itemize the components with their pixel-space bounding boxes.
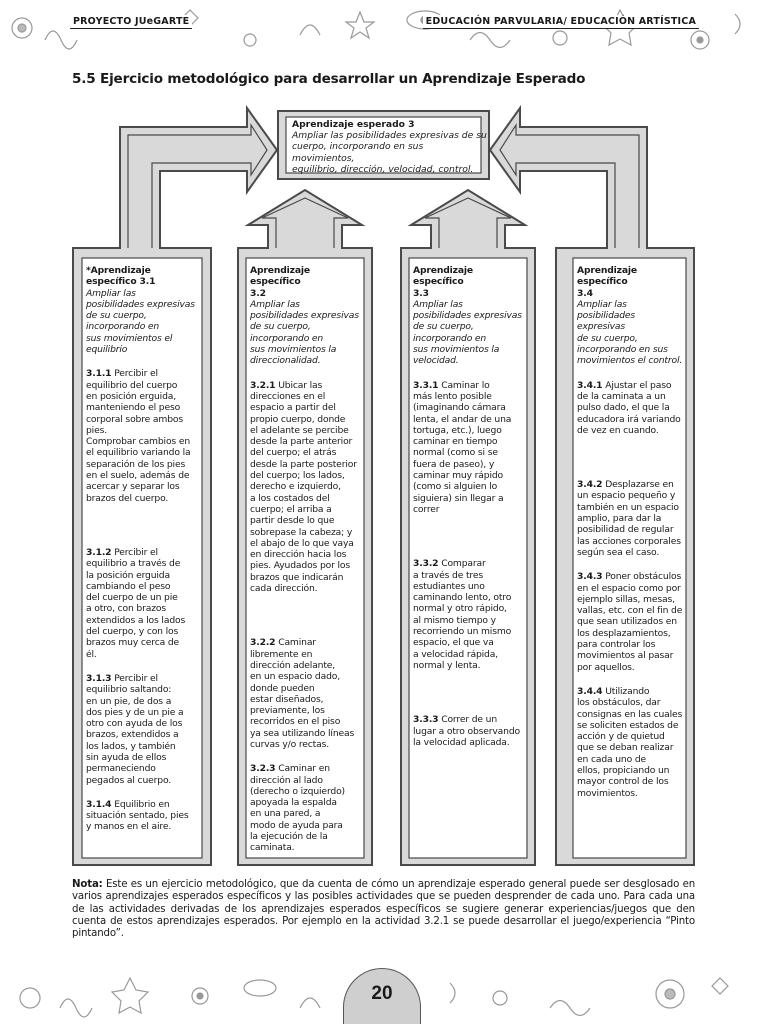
activity-line: lenta, el andar de una bbox=[413, 413, 512, 425]
activity-line: la velocidad aplicada. bbox=[413, 736, 510, 748]
activity-line: mayor control de los bbox=[577, 776, 669, 788]
activity-line: a otro, con brazos bbox=[86, 603, 166, 615]
activity-line: equilibrio saltando: bbox=[86, 684, 172, 696]
column-3-2 bbox=[250, 265, 362, 867]
activity-line: fuera de paseo), y bbox=[413, 458, 495, 470]
activity-line: desde la parte anterior bbox=[250, 436, 353, 448]
activity-line: las acciones corporales bbox=[577, 535, 681, 547]
activity-3-2-3 bbox=[250, 763, 362, 853]
activity-line: modo de ayuda para bbox=[250, 819, 343, 831]
spacer bbox=[413, 528, 525, 558]
activity-line: el abajo de lo que vaya bbox=[250, 537, 354, 549]
activity-line: de la caminata a un bbox=[577, 390, 666, 402]
activity-3-1-1 bbox=[86, 368, 198, 504]
activity-text: Caminar bbox=[275, 637, 316, 649]
activity-code: 3.2.1 bbox=[250, 379, 276, 391]
activity-3-1-2 bbox=[86, 547, 198, 660]
activity-line: permaneciendo bbox=[86, 763, 156, 775]
activity-line: que se deban realizar bbox=[577, 742, 674, 754]
activity-line: movimientos. bbox=[577, 787, 638, 799]
activity-line bbox=[250, 380, 362, 391]
activity-line: normal (como si se bbox=[413, 447, 498, 459]
column-3-3 bbox=[413, 265, 525, 761]
activity-line: los lados, y también bbox=[86, 740, 176, 752]
activity-code: 3.1.4 bbox=[86, 798, 112, 810]
column-title-line: específico 3.1 bbox=[86, 276, 156, 288]
activity-code: 3.2.2 bbox=[250, 637, 276, 649]
column-desc-line: posibilidades expresivas bbox=[250, 310, 359, 322]
activity-code: 3.3.2 bbox=[413, 558, 439, 570]
column-description bbox=[250, 299, 362, 367]
activity-line bbox=[86, 799, 198, 810]
column-desc-line: de su cuerpo, bbox=[413, 321, 474, 333]
activity-line: manteniendo el peso bbox=[86, 402, 181, 414]
activity-line: direcciones en el bbox=[250, 390, 326, 402]
activity-line: propio cuerpo, donde bbox=[250, 413, 346, 425]
column-desc-line: de su cuerpo, bbox=[86, 310, 147, 322]
activity-line: recorridos en el piso bbox=[250, 716, 341, 728]
activity-line: de vez en cuando. bbox=[577, 424, 659, 436]
activity-code: 3.1.3 bbox=[86, 672, 112, 684]
activity-line: del cuerpo de un pie bbox=[86, 592, 178, 604]
activity-line: caminar muy rápido bbox=[413, 470, 504, 482]
activity-line: estar diseñados, bbox=[250, 693, 324, 705]
goal-description bbox=[292, 130, 488, 175]
column-description bbox=[577, 299, 683, 367]
column-desc-line: posibilidades expresivas bbox=[86, 298, 195, 310]
activity-line: sin ayuda de ellos bbox=[86, 751, 167, 763]
activity-line: separación de los pies bbox=[86, 458, 186, 470]
activity-3-4-1 bbox=[577, 380, 683, 436]
goal-desc-line: Ampliar las posibilidades expresivas de su bbox=[292, 130, 487, 142]
activity-line: brazos del cuerpo. bbox=[86, 492, 169, 504]
column-title-line: Aprendizaje específico bbox=[577, 265, 637, 288]
activity-line: en el suelo, además de bbox=[86, 470, 190, 482]
activity-code: 3.1.1 bbox=[86, 368, 112, 380]
activity-line: movimientos al pasar bbox=[577, 650, 674, 662]
activity-line: a velocidad rápida, bbox=[413, 648, 498, 660]
activity-text: Correr de un bbox=[438, 714, 498, 726]
activity-line: (derecho o izquierdo) bbox=[250, 785, 345, 797]
section-title: 5.5 Ejercicio metodológico para desarrollar un Aprendizaje Esperado bbox=[72, 71, 586, 87]
activity-code: 3.2.3 bbox=[250, 763, 276, 775]
activity-line: libremente en bbox=[250, 648, 313, 660]
activity-line bbox=[86, 547, 198, 558]
activity-line: caminar en tiempo bbox=[413, 436, 498, 448]
column-desc-line: incorporando en bbox=[250, 332, 324, 344]
goal-desc-line: equilibrio, dirección, velocidad, control. bbox=[292, 163, 474, 175]
activity-line: en un espacio dado, bbox=[250, 671, 340, 683]
note-paragraph bbox=[72, 879, 695, 940]
column-desc-line: Ampliar las bbox=[86, 287, 136, 299]
column-title bbox=[577, 265, 683, 299]
activity-line: dirección al lado bbox=[250, 774, 323, 786]
activity-line: normal y otro rápido, bbox=[413, 603, 507, 615]
activity-line: los desplazamientos, bbox=[577, 627, 671, 639]
activity-line bbox=[577, 380, 683, 391]
activity-3-3-3 bbox=[413, 714, 525, 748]
activity-line: otro con ayuda de los bbox=[86, 718, 183, 730]
activity-line: educadora irá variando bbox=[577, 413, 681, 425]
activity-line bbox=[413, 714, 525, 725]
column-title-line: 3.4 bbox=[577, 287, 593, 299]
activity-line: posibilidad de regular bbox=[577, 524, 674, 536]
activity-text: Comparar bbox=[438, 558, 486, 570]
activity-3-4-2 bbox=[577, 479, 683, 558]
activity-3-4-3 bbox=[577, 571, 683, 673]
activity-line: caminata. bbox=[250, 842, 295, 854]
column-desc-line: incorporando en sus bbox=[577, 344, 668, 356]
note-label: Nota: bbox=[72, 879, 103, 890]
activity-line: sobrepase la cabeza; y bbox=[250, 526, 353, 538]
column-desc-line: Ampliar las bbox=[250, 298, 300, 310]
activity-text: Ajustar el paso bbox=[602, 379, 672, 391]
column-desc-line: sus movimientos la bbox=[250, 344, 337, 356]
activity-text: Caminar en bbox=[275, 763, 330, 775]
activity-line bbox=[86, 368, 198, 379]
column-desc-line: equilibrio bbox=[86, 344, 128, 356]
note-text: Este es un ejercicio metodológico, que da cuenta de cómo un aprendizaje esperado general puede ser desglosado en varios aprendizajes esperados específicos y las posibles actividades que se pueden desprender de cada uno. Para cada una de las actividades derivadas de los aprendizajes esperados específicos se sugiere generar experiencias/juegos que den cuenta de estos aprendizajes esperados. Por ejemplo en la actividad 3.2.1 se puede desarrollar el juego/experiencia “Pinto pintando”. bbox=[72, 879, 695, 940]
activity-code: 3.4.1 bbox=[577, 379, 603, 391]
activity-text: Ubicar las bbox=[275, 379, 323, 391]
activity-code: 3.1.2 bbox=[86, 546, 112, 558]
activity-line: partir desde lo que bbox=[250, 515, 335, 527]
activity-line: normal y lenta. bbox=[413, 659, 481, 671]
page-number: 20 bbox=[343, 968, 421, 1024]
activity-line bbox=[86, 673, 198, 684]
activity-line: lugar a otro observando bbox=[413, 725, 520, 737]
activity-line: en dirección hacia los bbox=[250, 549, 347, 561]
activity-line: equilibrio a través de bbox=[86, 558, 181, 570]
activity-line: la ejecución de la bbox=[250, 831, 328, 843]
column-title-line: 3.3 bbox=[413, 287, 429, 299]
activity-line: estudiantes uno bbox=[413, 580, 485, 592]
spacer bbox=[86, 517, 198, 547]
activity-line: la posición erguida bbox=[86, 569, 170, 581]
activity-line: ellos, propiciando un bbox=[577, 764, 670, 776]
activity-line: pulso dado, el que la bbox=[577, 402, 670, 414]
activity-line: Comprobar cambios en bbox=[86, 436, 190, 448]
column-title-line: 3.2 bbox=[250, 287, 266, 299]
activity-3-1-3 bbox=[86, 673, 198, 786]
column-desc-line: sus movimientos el bbox=[86, 332, 173, 344]
activity-line: se soliciten estados de bbox=[577, 719, 679, 731]
activity-line: desde la parte posterior bbox=[250, 458, 357, 470]
activity-line: dirección adelante, bbox=[250, 659, 336, 671]
activity-line: corporal sobre ambos bbox=[86, 413, 183, 425]
column-desc-line: sus movimientos la bbox=[413, 344, 500, 356]
activity-code: 3.4.4 bbox=[577, 685, 603, 697]
activity-line bbox=[250, 763, 362, 774]
activity-line: del cuerpo; el atrás bbox=[250, 447, 337, 459]
activity-line bbox=[250, 637, 362, 648]
activity-line: a través de tres bbox=[413, 569, 483, 581]
activity-line: ya sea utilizando líneas bbox=[250, 727, 355, 739]
activity-line bbox=[577, 571, 683, 582]
activity-text: Percibir el bbox=[111, 672, 158, 684]
activity-text: Poner obstáculos bbox=[602, 571, 682, 583]
activity-line: cambiando el peso bbox=[86, 580, 171, 592]
activity-line: brazos que indicarán bbox=[250, 571, 344, 583]
header-project-label: PROYECTO JUeGARTE bbox=[70, 15, 192, 29]
column-title-line: *Aprendizaje bbox=[86, 265, 151, 276]
goal-aprendizaje-esperado bbox=[292, 119, 488, 175]
activity-code: 3.4.2 bbox=[577, 479, 603, 491]
column-description bbox=[413, 299, 525, 367]
column-3-1 bbox=[86, 265, 198, 846]
activity-line: también en un espacio bbox=[577, 501, 679, 513]
activity-line: del cuerpo, y con los bbox=[86, 626, 179, 638]
column-desc-line: Ampliar las bbox=[577, 298, 627, 310]
goal-title: Aprendizaje esperado 3 bbox=[292, 119, 415, 130]
column-desc-line: de su cuerpo, bbox=[250, 321, 311, 333]
column-desc-line: incorporando en bbox=[413, 332, 487, 344]
activity-line: equilibrio del cuerpo bbox=[86, 379, 178, 391]
activity-line: cada dirección. bbox=[250, 583, 318, 595]
activity-line: del cuerpo; los lados, bbox=[250, 470, 345, 482]
activity-line: en el espacio como por bbox=[577, 582, 681, 594]
activity-line bbox=[577, 686, 683, 697]
activity-text: Equilibrio en bbox=[111, 798, 170, 810]
activity-line: correr bbox=[413, 503, 440, 515]
activity-line: a los costados del bbox=[250, 492, 330, 504]
activity-line: espacio a partir del bbox=[250, 402, 336, 414]
activity-line: recorriendo un mismo bbox=[413, 626, 512, 638]
activity-line bbox=[413, 558, 525, 569]
activity-line: en posición erguida, bbox=[86, 390, 177, 402]
activity-line: donde pueden bbox=[250, 682, 315, 694]
column-desc-line: incorporando en bbox=[86, 321, 160, 333]
activity-line: el adelante se percibe bbox=[250, 424, 349, 436]
activity-line bbox=[577, 479, 683, 490]
activity-line: un espacio pequeño y bbox=[577, 490, 676, 502]
column-desc-line: velocidad. bbox=[413, 355, 459, 367]
header-subject-label: EDUCACIÓN PARVULARIA/ EDUCACIÓN ARTÍSTICA bbox=[423, 15, 699, 29]
activity-3-3-2 bbox=[413, 558, 525, 671]
column-desc-line: direccionalidad. bbox=[250, 355, 321, 367]
column-desc-line: posibilidades expresivas bbox=[577, 310, 636, 333]
spacer bbox=[577, 449, 683, 479]
activity-code: 3.4.3 bbox=[577, 571, 603, 583]
activity-text: Desplazarse en bbox=[602, 479, 674, 491]
activity-line: siguiera) sin llegar a bbox=[413, 492, 504, 504]
activity-line: curvas y/o rectas. bbox=[250, 738, 330, 750]
activity-line: pies. bbox=[86, 424, 107, 436]
activity-line: consignas en las cuales bbox=[577, 708, 683, 720]
activity-line: derecho e izquierdo, bbox=[250, 481, 341, 493]
column-title bbox=[413, 265, 525, 299]
activity-3-4-4 bbox=[577, 686, 683, 799]
activity-line: más lento posible bbox=[413, 390, 492, 402]
activity-code: 3.3.1 bbox=[413, 379, 439, 391]
activity-code: 3.3.3 bbox=[413, 714, 439, 726]
activity-line: brazos muy cerca de bbox=[86, 637, 180, 649]
activity-line: extendidos a los lados bbox=[86, 614, 186, 626]
activity-line: apoyada la espalda bbox=[250, 797, 337, 809]
column-description bbox=[86, 288, 198, 356]
activity-line: amplio, para dar la bbox=[577, 513, 662, 525]
activity-line: vallas, etc. con el fin de bbox=[577, 605, 683, 617]
activity-line: dos pies y de un pie a bbox=[86, 706, 184, 718]
activity-line: situación sentado, pies bbox=[86, 810, 189, 822]
activity-line: que sean utilizados en bbox=[577, 616, 677, 628]
column-title bbox=[250, 265, 362, 299]
activity-3-2-1 bbox=[250, 380, 362, 595]
activity-line: pies. Ayudados por los bbox=[250, 560, 351, 572]
activity-line: él. bbox=[86, 648, 97, 660]
column-title bbox=[86, 265, 198, 288]
activity-line: los obstáculos, dar bbox=[577, 697, 661, 709]
activity-line: según sea el caso. bbox=[577, 546, 660, 558]
activity-text: Utilizando bbox=[602, 685, 650, 697]
activity-line: el equilibrio variando la bbox=[86, 447, 191, 459]
activity-line: previamente, los bbox=[250, 705, 325, 717]
activity-line: en cada uno de bbox=[577, 753, 647, 765]
activity-line: espacio, el que va bbox=[413, 637, 494, 649]
activity-line: (imaginando cámara bbox=[413, 402, 506, 414]
activity-line: pegados al cuerpo. bbox=[86, 774, 172, 786]
activity-line: en un pie, de dos a bbox=[86, 695, 172, 707]
column-desc-line: de su cuerpo, bbox=[577, 332, 638, 344]
spacer bbox=[413, 684, 525, 714]
column-title-line: Aprendizaje específico bbox=[250, 265, 310, 288]
activity-text: Percibir el bbox=[111, 368, 158, 380]
activity-line: en una pared, a bbox=[250, 808, 321, 820]
activity-line: y manos en el aire. bbox=[86, 821, 172, 833]
activity-line: (como si alguien lo bbox=[413, 481, 498, 493]
column-desc-line: movimientos el control. bbox=[577, 355, 683, 367]
column-desc-line: posibilidades expresivas bbox=[413, 310, 522, 322]
spacer bbox=[250, 607, 362, 637]
column-desc-line: Ampliar las bbox=[413, 298, 463, 310]
activity-line: para controlar los bbox=[577, 639, 656, 651]
activity-line: acercar y separar los bbox=[86, 481, 180, 493]
activity-line: caminando lento, otro bbox=[413, 592, 512, 604]
activity-line: cuerpo; el arriba a bbox=[250, 503, 332, 515]
activity-line: al mismo tiempo y bbox=[413, 614, 496, 626]
activity-text: Percibir el bbox=[111, 546, 158, 558]
activity-3-1-4 bbox=[86, 799, 198, 833]
activity-text: Caminar lo bbox=[438, 379, 490, 391]
activity-line bbox=[413, 380, 525, 391]
activity-line: acción y de quietud bbox=[577, 731, 665, 743]
goal-desc-line: cuerpo, incorporando en sus movimientos, bbox=[292, 141, 424, 164]
activity-line: ejemplo sillas, mesas, bbox=[577, 593, 675, 605]
activity-3-2-2 bbox=[250, 637, 362, 750]
column-title-line: Aprendizaje específico bbox=[413, 265, 473, 288]
activity-line: por aquellos. bbox=[577, 661, 635, 673]
column-3-4 bbox=[577, 265, 683, 812]
activity-line: tortuga, etc.), luego bbox=[413, 424, 502, 436]
activity-3-3-1 bbox=[413, 380, 525, 516]
activity-line: brazos, extendidos a bbox=[86, 729, 179, 741]
